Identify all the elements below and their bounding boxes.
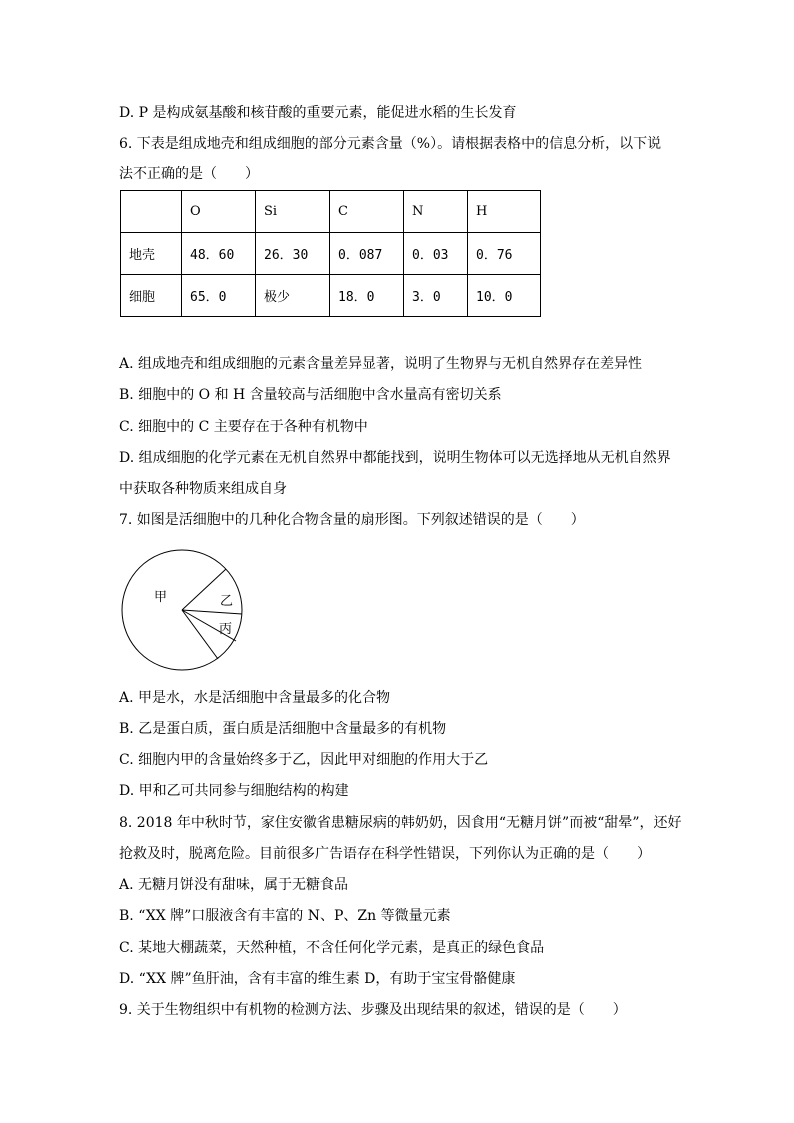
table-header-row (121, 191, 541, 233)
table-header-cell: C (330, 191, 404, 233)
q6-option-b: B. 细胞中的 O 和 H 含量较高与活细胞中含水量高有密切关系 (119, 387, 502, 403)
table-cell: 地壳 (121, 233, 182, 275)
table-cell: 细胞 (121, 275, 182, 317)
q6-option-a: A. 组成地壳和组成细胞的元素含量差异显著，说明了生物界与无机自然界存在差异性 (119, 356, 643, 372)
q7-option-c: C. 细胞内甲的含量始终多于乙，因此甲对细胞的作用大于乙 (119, 752, 489, 768)
pie-label-yi: 乙 (220, 594, 234, 609)
q8-option-c: C. 某地大棚蔬菜，天然种植，不含任何化学元素，是真正的绿色食品 (119, 940, 545, 956)
table-cell: 3．0 (404, 275, 468, 317)
table-header-cell: O (182, 191, 256, 233)
q8-option-b: B. “XX 牌”口服液含有丰富的 N、P、Zn 等微量元素 (119, 908, 451, 924)
table-cell: 18．0 (330, 275, 404, 317)
pie-radius-line (182, 610, 242, 614)
q8-option-a: A. 无糖月饼没有甜味，属于无糖食品 (119, 877, 349, 893)
table-cell: 0．087 (330, 233, 404, 275)
q9-stem: 9. 关于生物组织中有机物的检测方法、步骤及出现结果的叙述，错误的是（ ） (119, 1002, 627, 1018)
table-header-cell: H (468, 191, 541, 233)
pie-label-bing: 丙 (219, 622, 233, 637)
q8-option-d: D. “XX 牌”鱼肝油，含有丰富的维生素 D，有助于宝宝骨骼健康 (119, 971, 516, 987)
q6-option-c: C. 细胞中的 C 主要存在于各种有机物中 (119, 419, 368, 435)
pie-radius-line (182, 610, 218, 659)
q6-stem-line2: 法不正确的是（ ） (119, 166, 259, 182)
table-row (121, 233, 541, 275)
table-cell: 48．60 (182, 233, 256, 275)
q6-option-d-line2: 中获取各种物质来组成自身 (119, 481, 287, 497)
q7-option-d: D. 甲和乙可共同参与细胞结构的构建 (119, 783, 349, 799)
q7-stem: 7. 如图是活细胞中的几种化合物含量的扇形图。下列叙述错误的是（ ） (119, 512, 585, 528)
table-header-cell: Si (256, 191, 330, 233)
table-cell: 0．76 (468, 233, 541, 275)
pie-label-jia: 甲 (154, 590, 168, 605)
q7-option-a: A. 甲是水，水是活细胞中含量最多的化合物 (119, 690, 391, 706)
table-cell: 10．0 (468, 275, 541, 317)
q8-stem-line2: 抢救及时，脱离危险。目前很多广告语存在科学性错误，下列你认为正确的是（ ） (119, 846, 651, 862)
q6-option-d-line1: D. 组成细胞的化学元素在无机自然界中都能找到，说明生物体可以无选择地从无机自然界 (119, 450, 671, 466)
table-header-cell (121, 191, 182, 233)
compound-pie-diagram (118, 548, 258, 674)
table-header-cell: N (404, 191, 468, 233)
element-content-table (120, 190, 541, 317)
q7-option-b: B. 乙是蛋白质，蛋白质是活细胞中含量最多的有机物 (119, 721, 447, 737)
q6-stem-line1: 6. 下表是组成地壳和组成细胞的部分元素含量（%）。请根据表格中的信息分析，以下说 (119, 136, 662, 152)
table-cell: 65．0 (182, 275, 256, 317)
table-row (121, 275, 541, 317)
q5-option-d: D. P 是构成氨基酸和核苷酸的重要元素，能促进水稻的生长发育 (119, 105, 517, 121)
table-cell: 极少 (256, 275, 330, 317)
table-cell: 0．03 (404, 233, 468, 275)
table-cell: 26．30 (256, 233, 330, 275)
q8-stem-line1: 8. 2018 年中秋时节，家住安徽省患糖尿病的韩奶奶，因食用“无糖月饼”而被“甜晕”，还好 (119, 815, 682, 831)
